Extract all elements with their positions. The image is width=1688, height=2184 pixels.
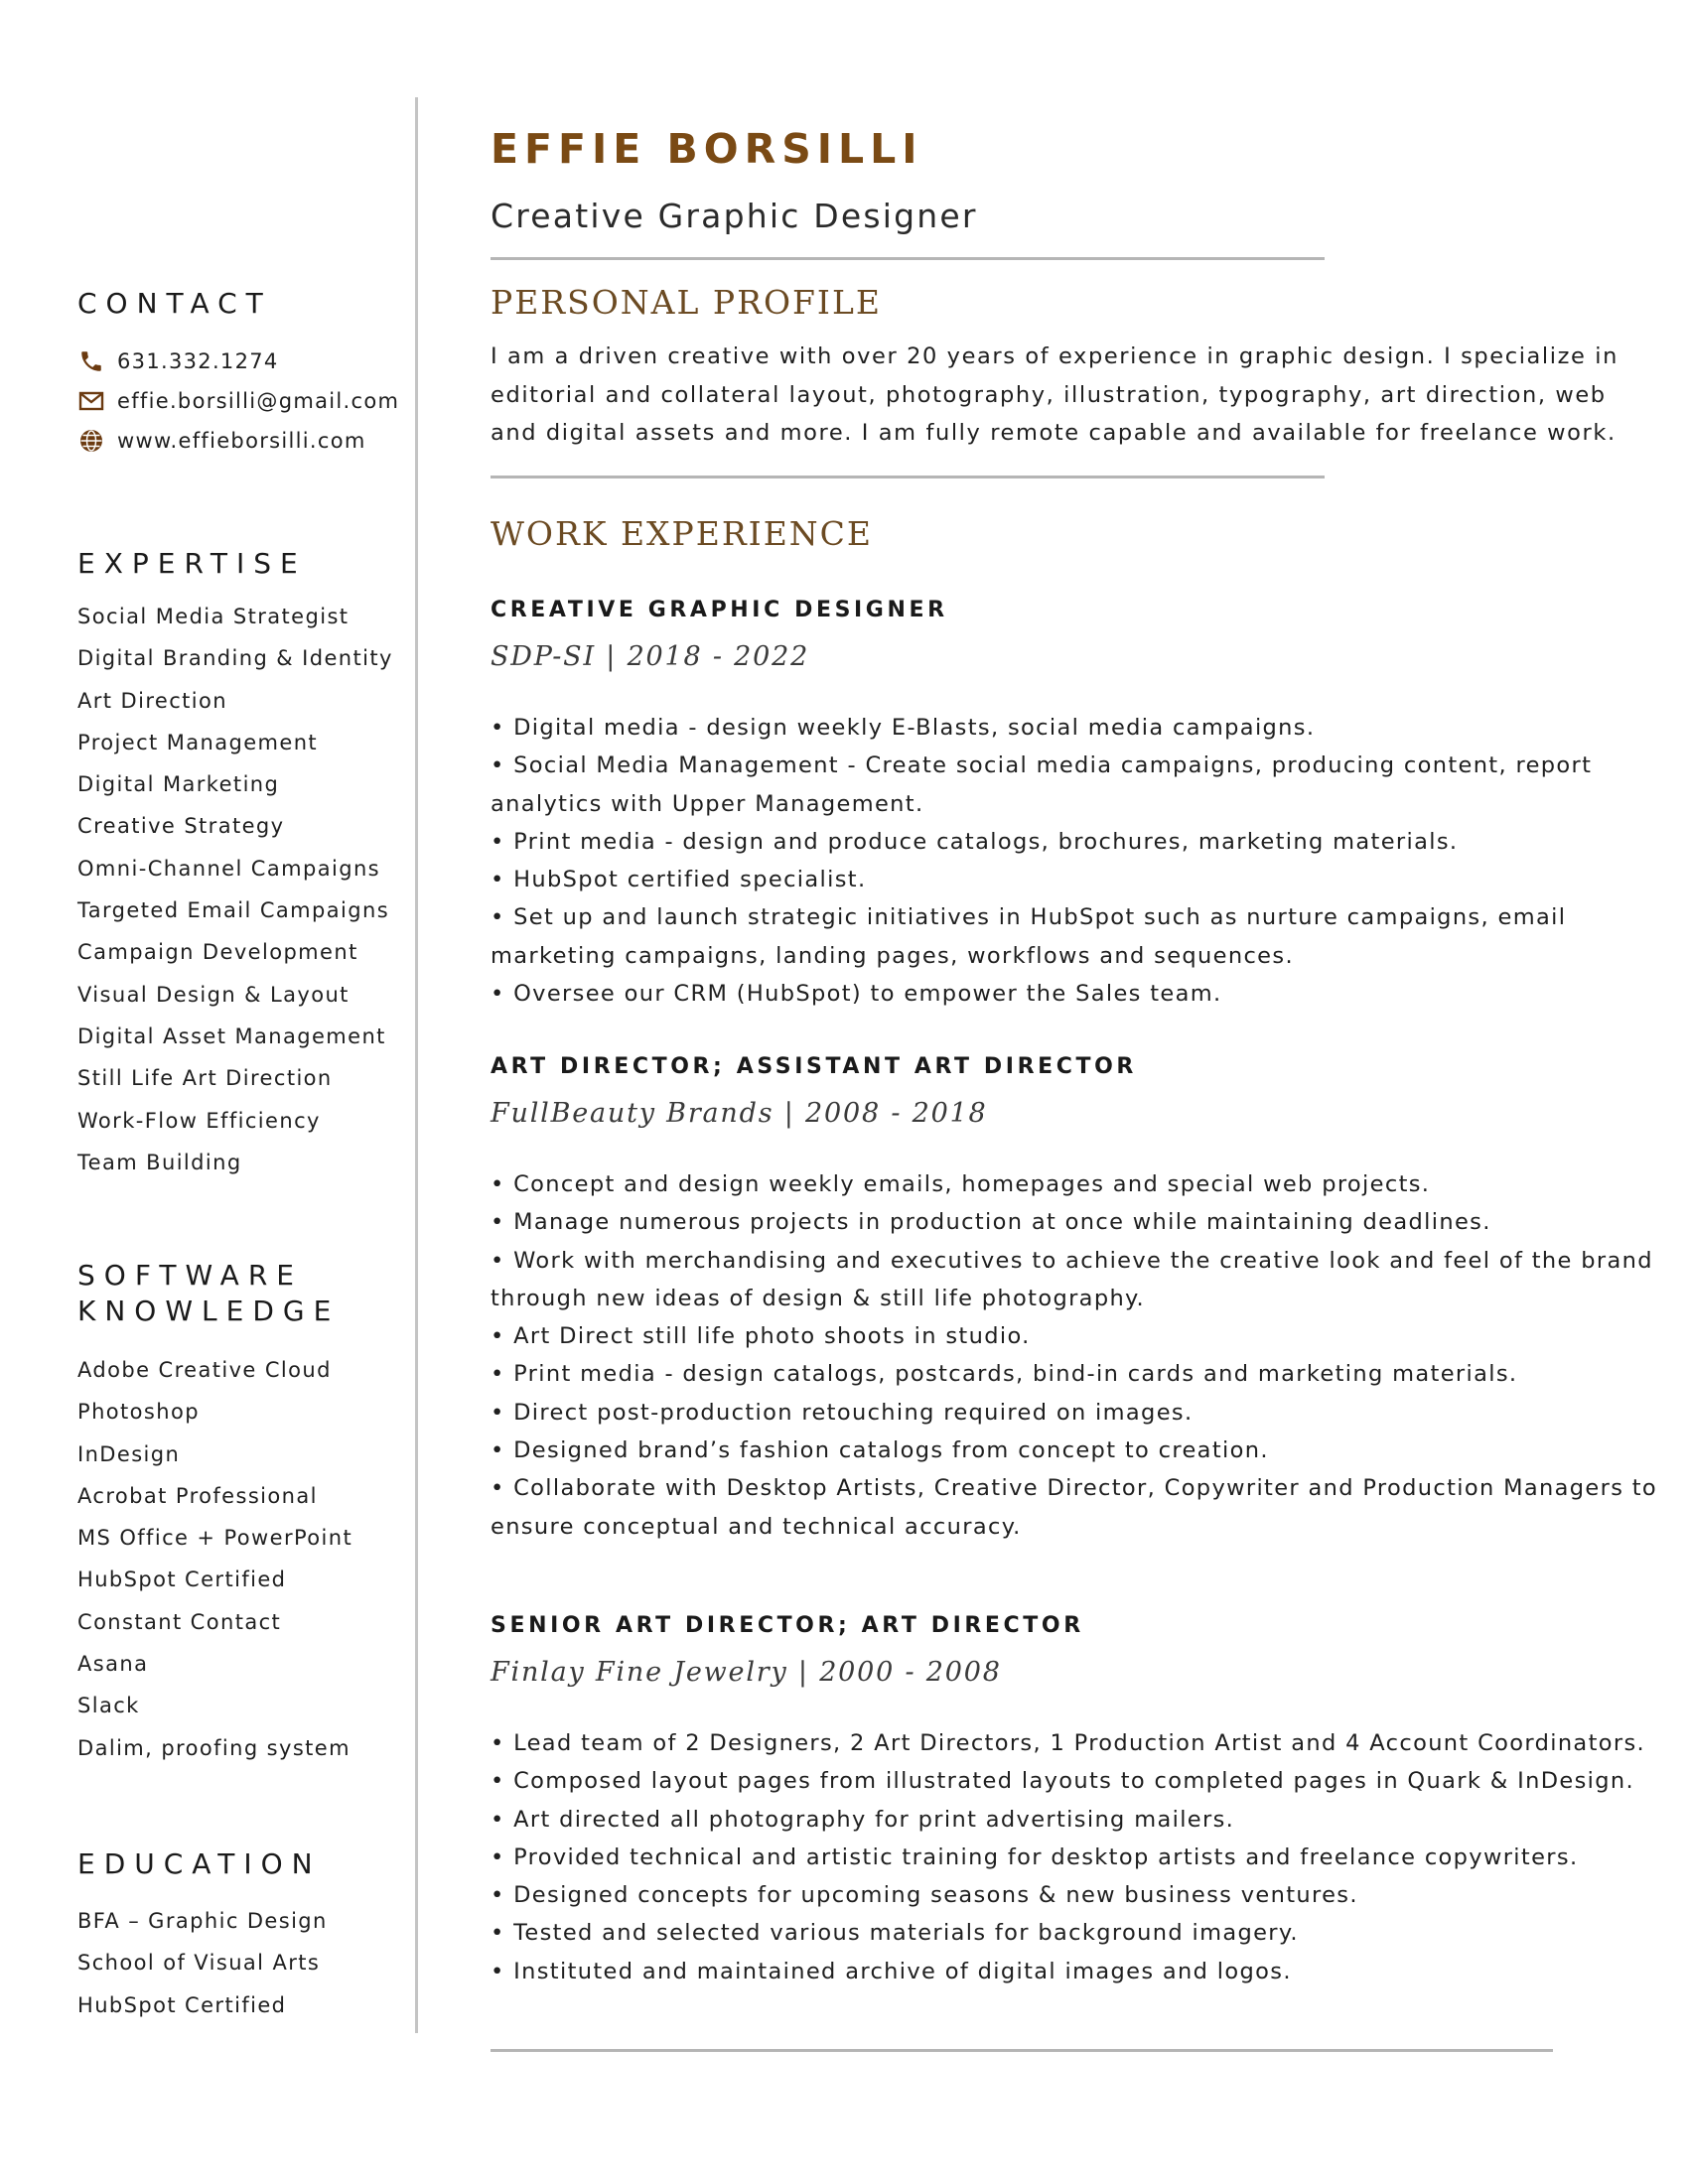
list-item: Dalim, proofing system [77,1735,351,1760]
list-item: Acrobat Professional [77,1483,318,1508]
list-item: Constant Contact [77,1609,282,1634]
list-item: Targeted Email Campaigns [77,898,390,923]
bullet-item: • Tested and selected various materials for background imagery. [491,1920,1299,1947]
bullet-item: • Art Direct still life photo shoots in studio. [491,1323,1031,1350]
list-item: InDesign [77,1441,181,1466]
candidate-title: Creative Graphic Designer [491,197,978,235]
education-heading: EDUCATION [77,1847,322,1880]
expertise-list [77,596,393,1183]
bullet-item: • Direct post-production retouching required on images. [491,1399,1194,1426]
list-item: BFA – Graphic Design [77,1909,328,1933]
job-company: FullBeauty Brands | 2008 - 2018 [491,1098,988,1129]
job-company: SDP-SI | 2018 - 2022 [491,641,810,672]
bullet-item: • Social Media Management - Create social media campaigns, producing content, report analytics with Upper Management. [491,752,1593,817]
list-item: Creative Strategy [77,814,285,839]
list-item: Team Building [77,1150,242,1174]
job-entry-2 [491,1052,1662,1546]
bullet-item: • HubSpot certified specialist. [491,867,867,893]
footer-divider [491,2049,1553,2052]
list-item: Still Life Art Direction [77,1066,333,1091]
list-item: HubSpot Certified [77,1992,287,2017]
list-item: School of Visual Arts [77,1951,321,1976]
list-item: Art Direction [77,688,227,713]
list-item: HubSpot Certified [77,1568,287,1592]
job-bullets [491,1165,1662,1546]
software-heading [77,1258,352,1329]
list-item: Digital Asset Management [77,1024,386,1048]
email-icon [77,387,105,415]
experience-heading: WORK EXPERIENCE [491,514,874,553]
bullet-item: • Provided technical and artistic training for desktop artists and freelance copywriters. [491,1843,1579,1870]
expertise-section [77,546,393,1183]
bullet-item: • Set up and launch strategic initiatives in HubSpot such as nurture campaigns, email marketing campaigns, landing pages, workflows and sequences. [491,904,1567,969]
bullet-item: • Print media - design and produce catalogs, brochures, marketing materials. [491,828,1459,855]
job-bullets [491,1724,1662,1990]
list-item: Campaign Development [77,940,358,965]
bullet-item: • Art directed all photography for print advertising mailers. [491,1806,1235,1833]
job-role: CREATIVE GRAPHIC DESIGNER [491,598,948,622]
bullet-item: • Digital media - design weekly E-Blasts, social media campaigns. [491,715,1316,741]
software-section [77,1258,352,1769]
bullet-item: • Lead team of 2 Designers, 2 Art Directors, 1 Production Artist and 4 Account Coordinators. [491,1730,1646,1756]
software-heading-line1: SOFTWARE [77,1259,303,1292]
email-address: effie.borsilli@gmail.com [117,389,400,413]
list-item: Adobe Creative Cloud [77,1358,332,1382]
job-entry-3 [491,1611,1662,1990]
bullet-item: • Collaborate with Desktop Artists, Creative Director, Copywriter and Production Managers to ensure conceptual and technical accuracy. [491,1475,1658,1540]
bullet-item: • Concept and design weekly emails, homepages and special web projects. [491,1171,1431,1197]
list-item: Digital Branding & Identity [77,646,393,671]
job-role: ART DIRECTOR; ASSISTANT ART DIRECTOR [491,1054,1137,1079]
contact-phone[interactable] [77,341,399,381]
job-bullets [491,709,1662,1013]
bullet-item: • Designed concepts for upcoming seasons & new business ventures. [491,1882,1358,1909]
software-heading-line2: KNOWLEDGE [77,1295,341,1327]
job-role: SENIOR ART DIRECTOR; ART DIRECTOR [491,1613,1084,1638]
list-item: Work-Flow Efficiency [77,1108,321,1133]
candidate-name: EFFIE BORSILLI [491,125,923,173]
bullet-item: • Oversee our CRM (HubSpot) to empower the Sales team. [491,981,1222,1008]
job-entry-1 [491,596,1662,1013]
list-item: Omni-Channel Campaigns [77,856,380,881]
bullet-item: • Composed layout pages from illustrated layouts to completed pages in Quark & InDesign. [491,1768,1634,1795]
list-item: Visual Design & Layout [77,982,350,1007]
list-item: Photoshop [77,1400,200,1425]
vertical-divider [415,97,418,2033]
job-company: Finlay Fine Jewelry | 2000 - 2008 [491,1657,1002,1688]
bullet-item: • Work with merchandising and executives to achieve the creative look and feel of the brand through new ideas of design & still life photography. [491,1247,1653,1311]
list-item: MS Office + PowerPoint [77,1526,353,1551]
education-list [77,1900,328,2026]
list-item: Social Media Strategist [77,605,350,628]
phone-number: 631.332.1274 [117,349,279,373]
list-item: Digital Marketing [77,772,280,797]
website-url: www.effieborsilli.com [117,429,366,453]
profile-text: I am a driven creative with over 20 years of experience in graphic design. I specialize in editorial and collateral layout, photography, illustration, typography, art direction, web and digital assets and more. I am fully remote capable and available for freelance work. [491,343,1618,446]
contact-email[interactable] [77,381,399,421]
bullet-item: • Print media - design catalogs, postcards, bind-in cards and marketing materials. [491,1361,1518,1388]
software-list [77,1349,352,1769]
bullet-item: • Manage numerous projects in production at once while maintaining deadlines. [491,1209,1491,1236]
list-item: Project Management [77,730,319,754]
profile-heading: PERSONAL PROFILE [491,283,882,322]
contact-section [77,286,399,461]
header-divider [491,257,1325,260]
list-item: Slack [77,1694,140,1718]
globe-icon [77,427,105,455]
education-section [77,1846,328,2026]
profile-divider [491,476,1325,478]
contact-heading: CONTACT [77,287,272,320]
bullet-item: • Designed brand’s fashion catalogs from concept to creation. [491,1437,1269,1464]
expertise-heading: EXPERTISE [77,547,307,580]
bullet-item: • Instituted and maintained archive of digital images and logos. [491,1958,1292,1984]
list-item: Asana [77,1652,149,1677]
contact-website[interactable] [77,421,399,461]
phone-icon [77,347,105,375]
